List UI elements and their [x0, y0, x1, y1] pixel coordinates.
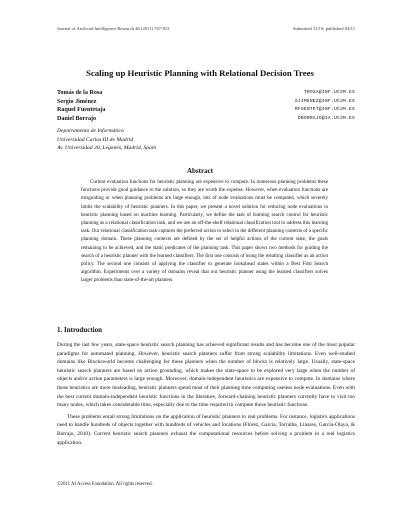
author-name: Sergio Jiménez	[57, 98, 97, 105]
author-name: Raquel Fuentetaja	[57, 107, 106, 114]
affiliation	[57, 127, 156, 153]
section-heading: 1. Introduction	[57, 326, 102, 334]
author-row	[57, 116, 355, 125]
journal-citation: Journal of Artificial Intelligence Research 40 (2011) 767-813	[57, 26, 170, 31]
abstract-text: Current evaluation functions for heuristic planning are expensive to compute. In numerous planning problems these functions provide good guidance to the solution, so they are worth the expense. However, when evaluation functions are misguiding or when planning problems are large enough, lots of node evaluations must be computed, which severely limits the scalability of heuristic planners. In this paper, we present a novel solution for reducing node evaluations in heuristic planning based on machine learning. Particularly, we define the task of learning search control for heuristic planning as a relational classification task, and we use an off-the-shelf relational classification tool to address this learning task. Our relational classification task captures the preferred action to select in the different planning contexts of a specific planning domain. These planning contexts are defined by the set of helpful actions of the current state, the goals remaining to be achieved, and the static predicates of the planning task. This paper shows two methods for guiding the search of a heuristic planner with the learned classifiers. The first one consists of using the resulting classifier as an action policy. The second one consists of applying the classifier to generate lookahead states within a Best First Search algorithm. Experiments over a variety of domains reveal that our heuristic planner using the learned classifiers solves larger problems than state-of-the-art planners.	[81, 179, 328, 284]
author-row	[57, 90, 355, 99]
body-paragraph: During the last few years, state-space heuristic search planning has achieved significant results and has become one of the most popular paradigms for automated planning. However, heuristic search planners suffer from strong scalability limitations. Even well-studied domains like Blocksworld become challenging for these planners when the number of blocks is relatively large. Usually, state-space heuristic search planners are based on action grounding, which makes the state-space to be explored very large when the number of objects and/or action parameters is large enough. Moreover, domain-independent heuristics are expensive to compute. In domains where these heuristics are more misleading, heuristic planners spend most of their planning time computing useless node evaluations. Even with the best current domain-independent heuristic functions in the literature, forward-chaining heuristic planners currently have to visit too many nodes, which takes considerable time, especially due to the time required to compute those heuristic functions.	[57, 342, 355, 409]
affiliation-department: Departamento de Informática	[57, 128, 124, 134]
abstract-heading: Abstract	[186, 167, 214, 175]
paper-title: Scaling up Heuristic Planning with Relational Decision Trees	[85, 68, 314, 78]
author-name: Tomás de la Rosa	[57, 90, 103, 96]
author-list	[57, 90, 355, 124]
author-email: DBORRAJO@IA.UC3M.ES	[297, 115, 355, 121]
section-body	[57, 341, 355, 450]
author-row	[57, 107, 355, 116]
submission-dates: Submitted 11/10; published 04/11	[292, 26, 355, 31]
author-email: SJIMENEZ@INF.UC3M.ES	[294, 98, 355, 104]
running-header	[57, 26, 355, 34]
affiliation-university: Universidad Carlos III de Madrid	[57, 136, 134, 143]
author-name: Daniel Borrajo	[57, 115, 97, 122]
author-row	[57, 99, 355, 108]
affiliation-address: Av. Universidad 30, Leganés, Madrid, Spain	[57, 145, 157, 151]
author-email: RFUENTET@INF.UC3M.ES	[294, 107, 355, 113]
body-paragraph: These problems entail strong limitations on the application of heuristic planners to real problems. For instance, logistics applications need to handle hundreds of objects together with hundreds of vehicles and locations (Flórez, García, Torralba, Linares, García-Olaya, & Borrajo, 2010). Current heuristic search planners exhaust the computational resources before solving a problem in a real logistics application.	[57, 413, 355, 446]
copyright-footer: ©2011 AI Access Foundation. All rights reserved.	[57, 482, 153, 487]
author-email: TROSA@INF.UC3M.ES	[303, 90, 355, 95]
